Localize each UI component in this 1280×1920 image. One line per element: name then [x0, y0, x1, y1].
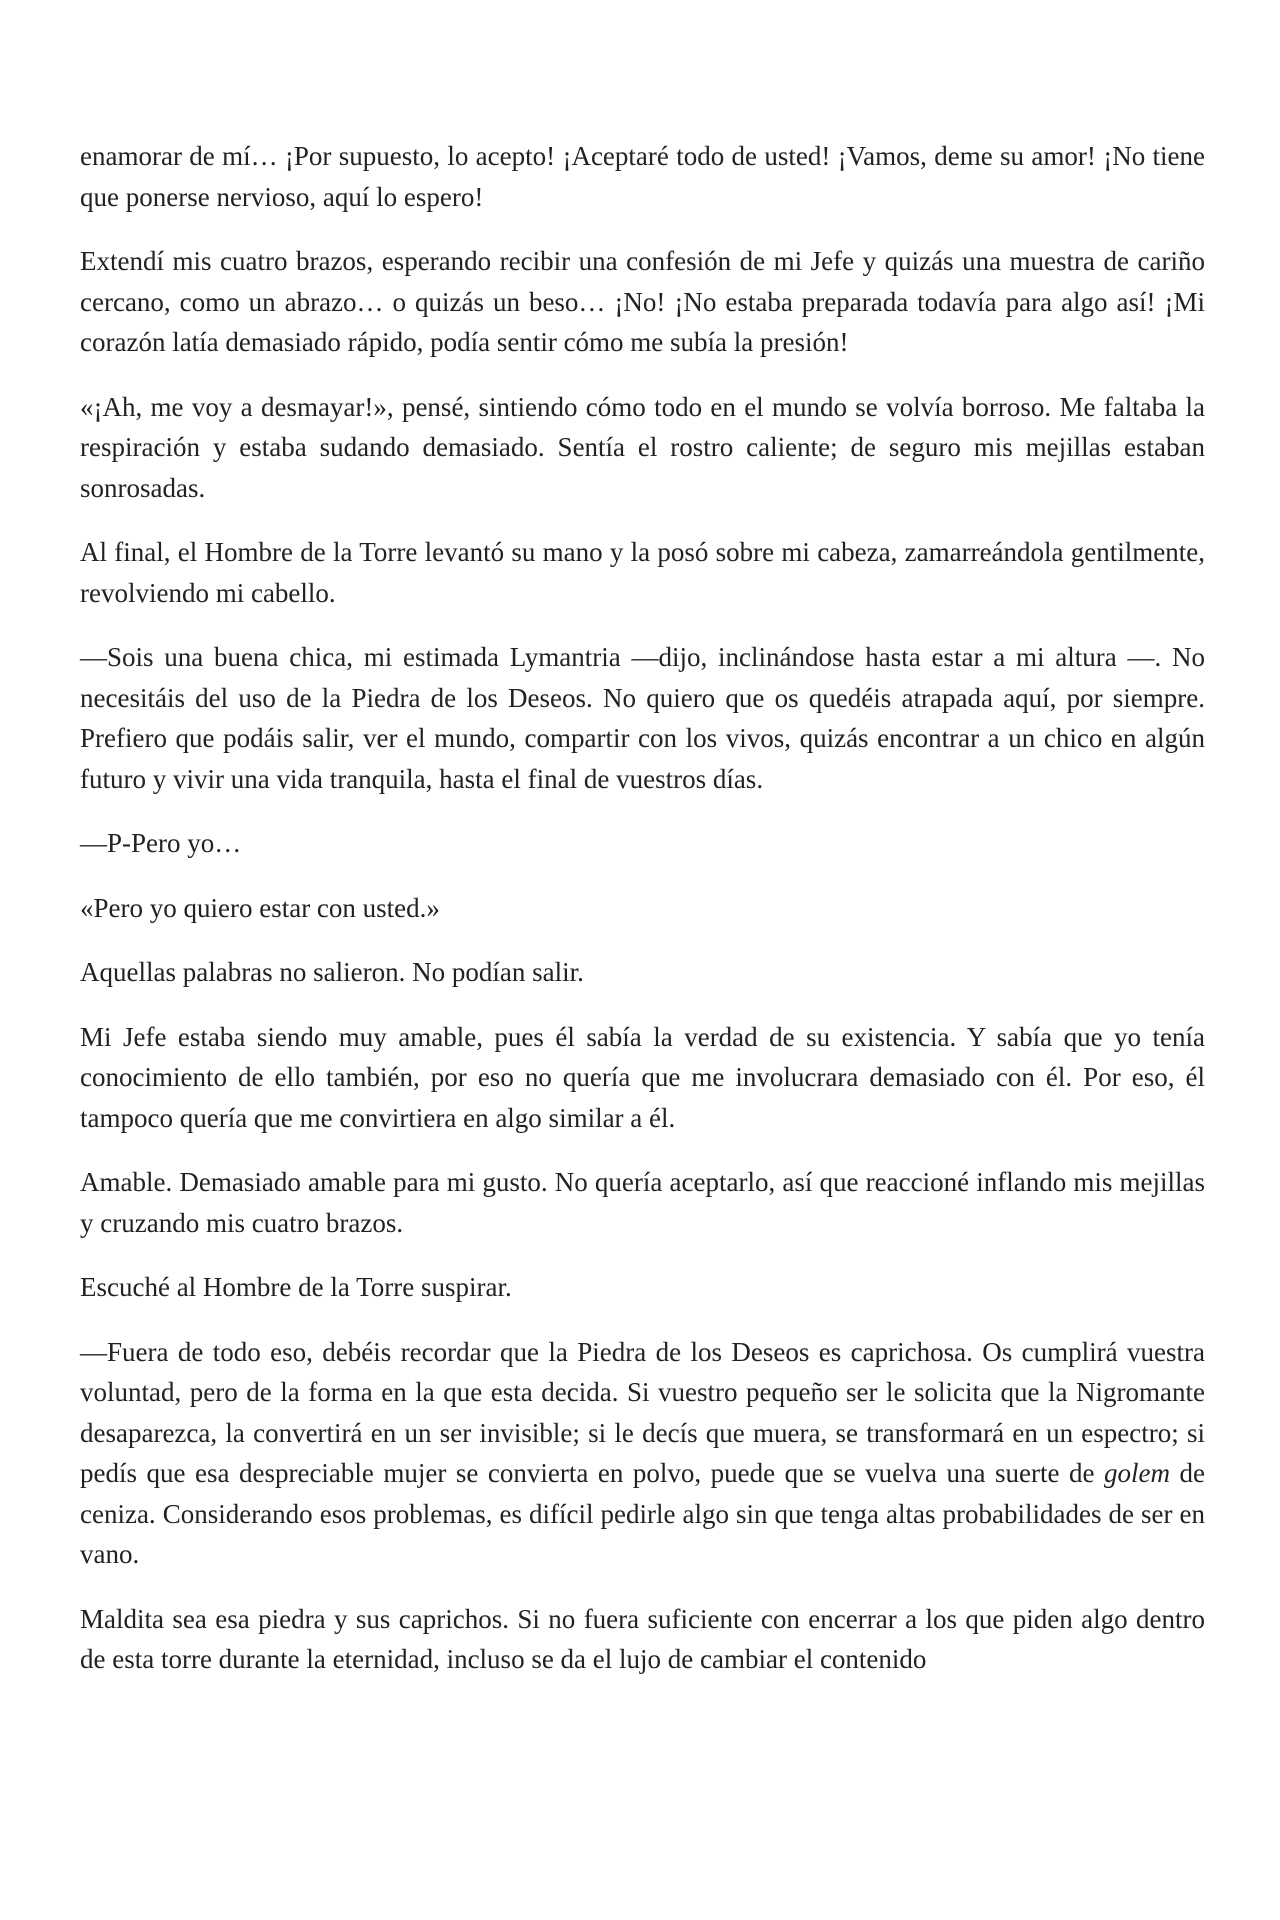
paragraph-12-text-a: —Fuera de todo eso, debéis recordar que la Piedra de los Deseos es caprichosa. Os cumplirá vuestra voluntad, pero de la forma en la que esta decida. Si vuestro pequeño ser le solicita que la Nigromante desaparezca, la convertirá en un ser invisible; si le decís que muera, se transformará en un espectro; si pedís que esa despreciable mujer se convierta en polvo, puede que se vuelva una suerte de — [80, 1336, 1205, 1488]
document-page — [80, 136, 1205, 1704]
paragraph-8: Aquellas palabras no salieron. No podían salir. — [80, 957, 584, 987]
paragraph-10: Amable. Demasiado amable para mi gusto. No quería aceptarlo, así que reaccioné inflando mis mejillas y cruzando mis cuatro brazos. — [80, 1167, 1205, 1238]
paragraph-1: enamorar de mí… ¡Por supuesto, lo acepto! ¡Aceptaré todo de usted! ¡Vamos, deme su amor! ¡No tiene que ponerse nervioso, aquí lo espero! — [80, 141, 1205, 212]
paragraph-5: —Sois una buena chica, mi estimada Lymantria —dijo, inclinándose hasta estar a mi altura —. No necesitáis del uso de la Piedra de los Deseos. No quiero que os quedéis atrapada aquí, por siempre. Prefiero que podáis salir, ver el mundo, compartir con los vivos, quizás encontrar a un chico en algún futuro y vivir una vida tranquila, hasta el final de vuestros días. — [80, 642, 1205, 794]
paragraph-9: Mi Jefe estaba siendo muy amable, pues él sabía la verdad de su existencia. Y sabía que yo tenía conocimiento de ello también, por eso no quería que me involucrara demasiado con él. Por eso, él tampoco quería que me convirtiera en algo similar a él. — [80, 1021, 1205, 1133]
paragraph-13: Maldita sea esa piedra y sus caprichos. Si no fuera suficiente con encerrar a los que piden algo dentro de esta torre durante la eternidad, incluso se da el lujo de cambiar el contenido — [80, 1603, 1205, 1674]
paragraph-3: «¡Ah, me voy a desmayar!», pensé, sintiendo cómo todo en el mundo se volvía borroso. Me faltaba la respiración y estaba sudando demasiado. Sentía el rostro caliente; de seguro mis mejillas estaban sonrosadas. — [80, 391, 1205, 503]
paragraph-6: —P-Pero yo… — [80, 828, 242, 858]
paragraph-12-text-b: de ceniza. Considerando esos problemas, es difícil pedirle algo sin que tenga altas probabilidades de ser en vano. — [80, 1458, 1206, 1569]
paragraph-7: «Pero yo quiero estar con usted.» — [80, 892, 440, 923]
paragraph-11: Escuché al Hombre de la Torre suspirar. — [80, 1272, 512, 1302]
paragraph-2: Extendí mis cuatro brazos, esperando recibir una confesión de mi Jefe y quizás una muestra de cariño cercano, como un abrazo… o quizás un beso… ¡No! ¡No estaba preparada todavía para algo así! ¡Mi corazón latía demasiado rápido, podía sentir cómo me subía la presión! — [80, 246, 1205, 357]
paragraph-4: Al final, el Hombre de la Torre levantó su mano y la posó sobre mi cabeza, zamarreándola gentilmente, revolviendo mi cabello. — [80, 537, 1205, 608]
paragraph-12 — [80, 1332, 1205, 1575]
paragraph-12-italic: golem — [1104, 1458, 1171, 1488]
